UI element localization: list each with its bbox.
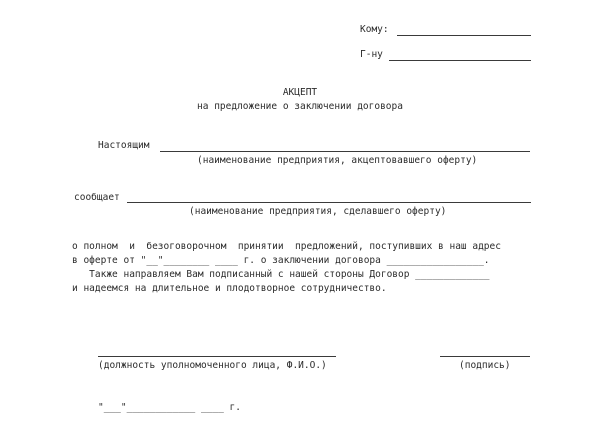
party2-caption: (наименование предприятия, сделавшего оферту) [189,206,447,217]
to-label: Кому: [360,24,389,35]
signature-line [440,356,530,357]
mister-label: Г-ну [360,49,383,60]
body-line-2: в оферте от "__"________ ____ г. о заключении договора _________________. [72,255,490,266]
body-line-1: о полном и безоговорочном принятии предложений, поступивших в наш адрес [72,241,501,252]
document-subtitle: на предложение о заключении договора [197,101,403,112]
to-line [397,35,531,36]
party1-line [160,151,530,152]
body-line-4: и надеемся на длительное и плодотворное сотрудничество. [72,283,387,294]
document-title: АКЦЕПТ [282,87,318,98]
position-caption: (должность уполномоченного лица, Ф.И.О.) [98,360,327,371]
party2-lead: сообщает [74,192,120,203]
body-line-3: Также направляем Вам подписанный с нашей стороны Договор _____________ [72,269,490,280]
position-line [98,356,336,357]
party1-caption: (наименование предприятия, акцептовавшего оферту) [197,155,478,166]
signature-caption: (подпись) [459,360,511,371]
party1-lead: Настоящим [98,140,150,151]
party2-line [127,202,531,203]
mister-line [389,60,531,61]
date-line: "___"____________ ____ г. [98,402,241,413]
